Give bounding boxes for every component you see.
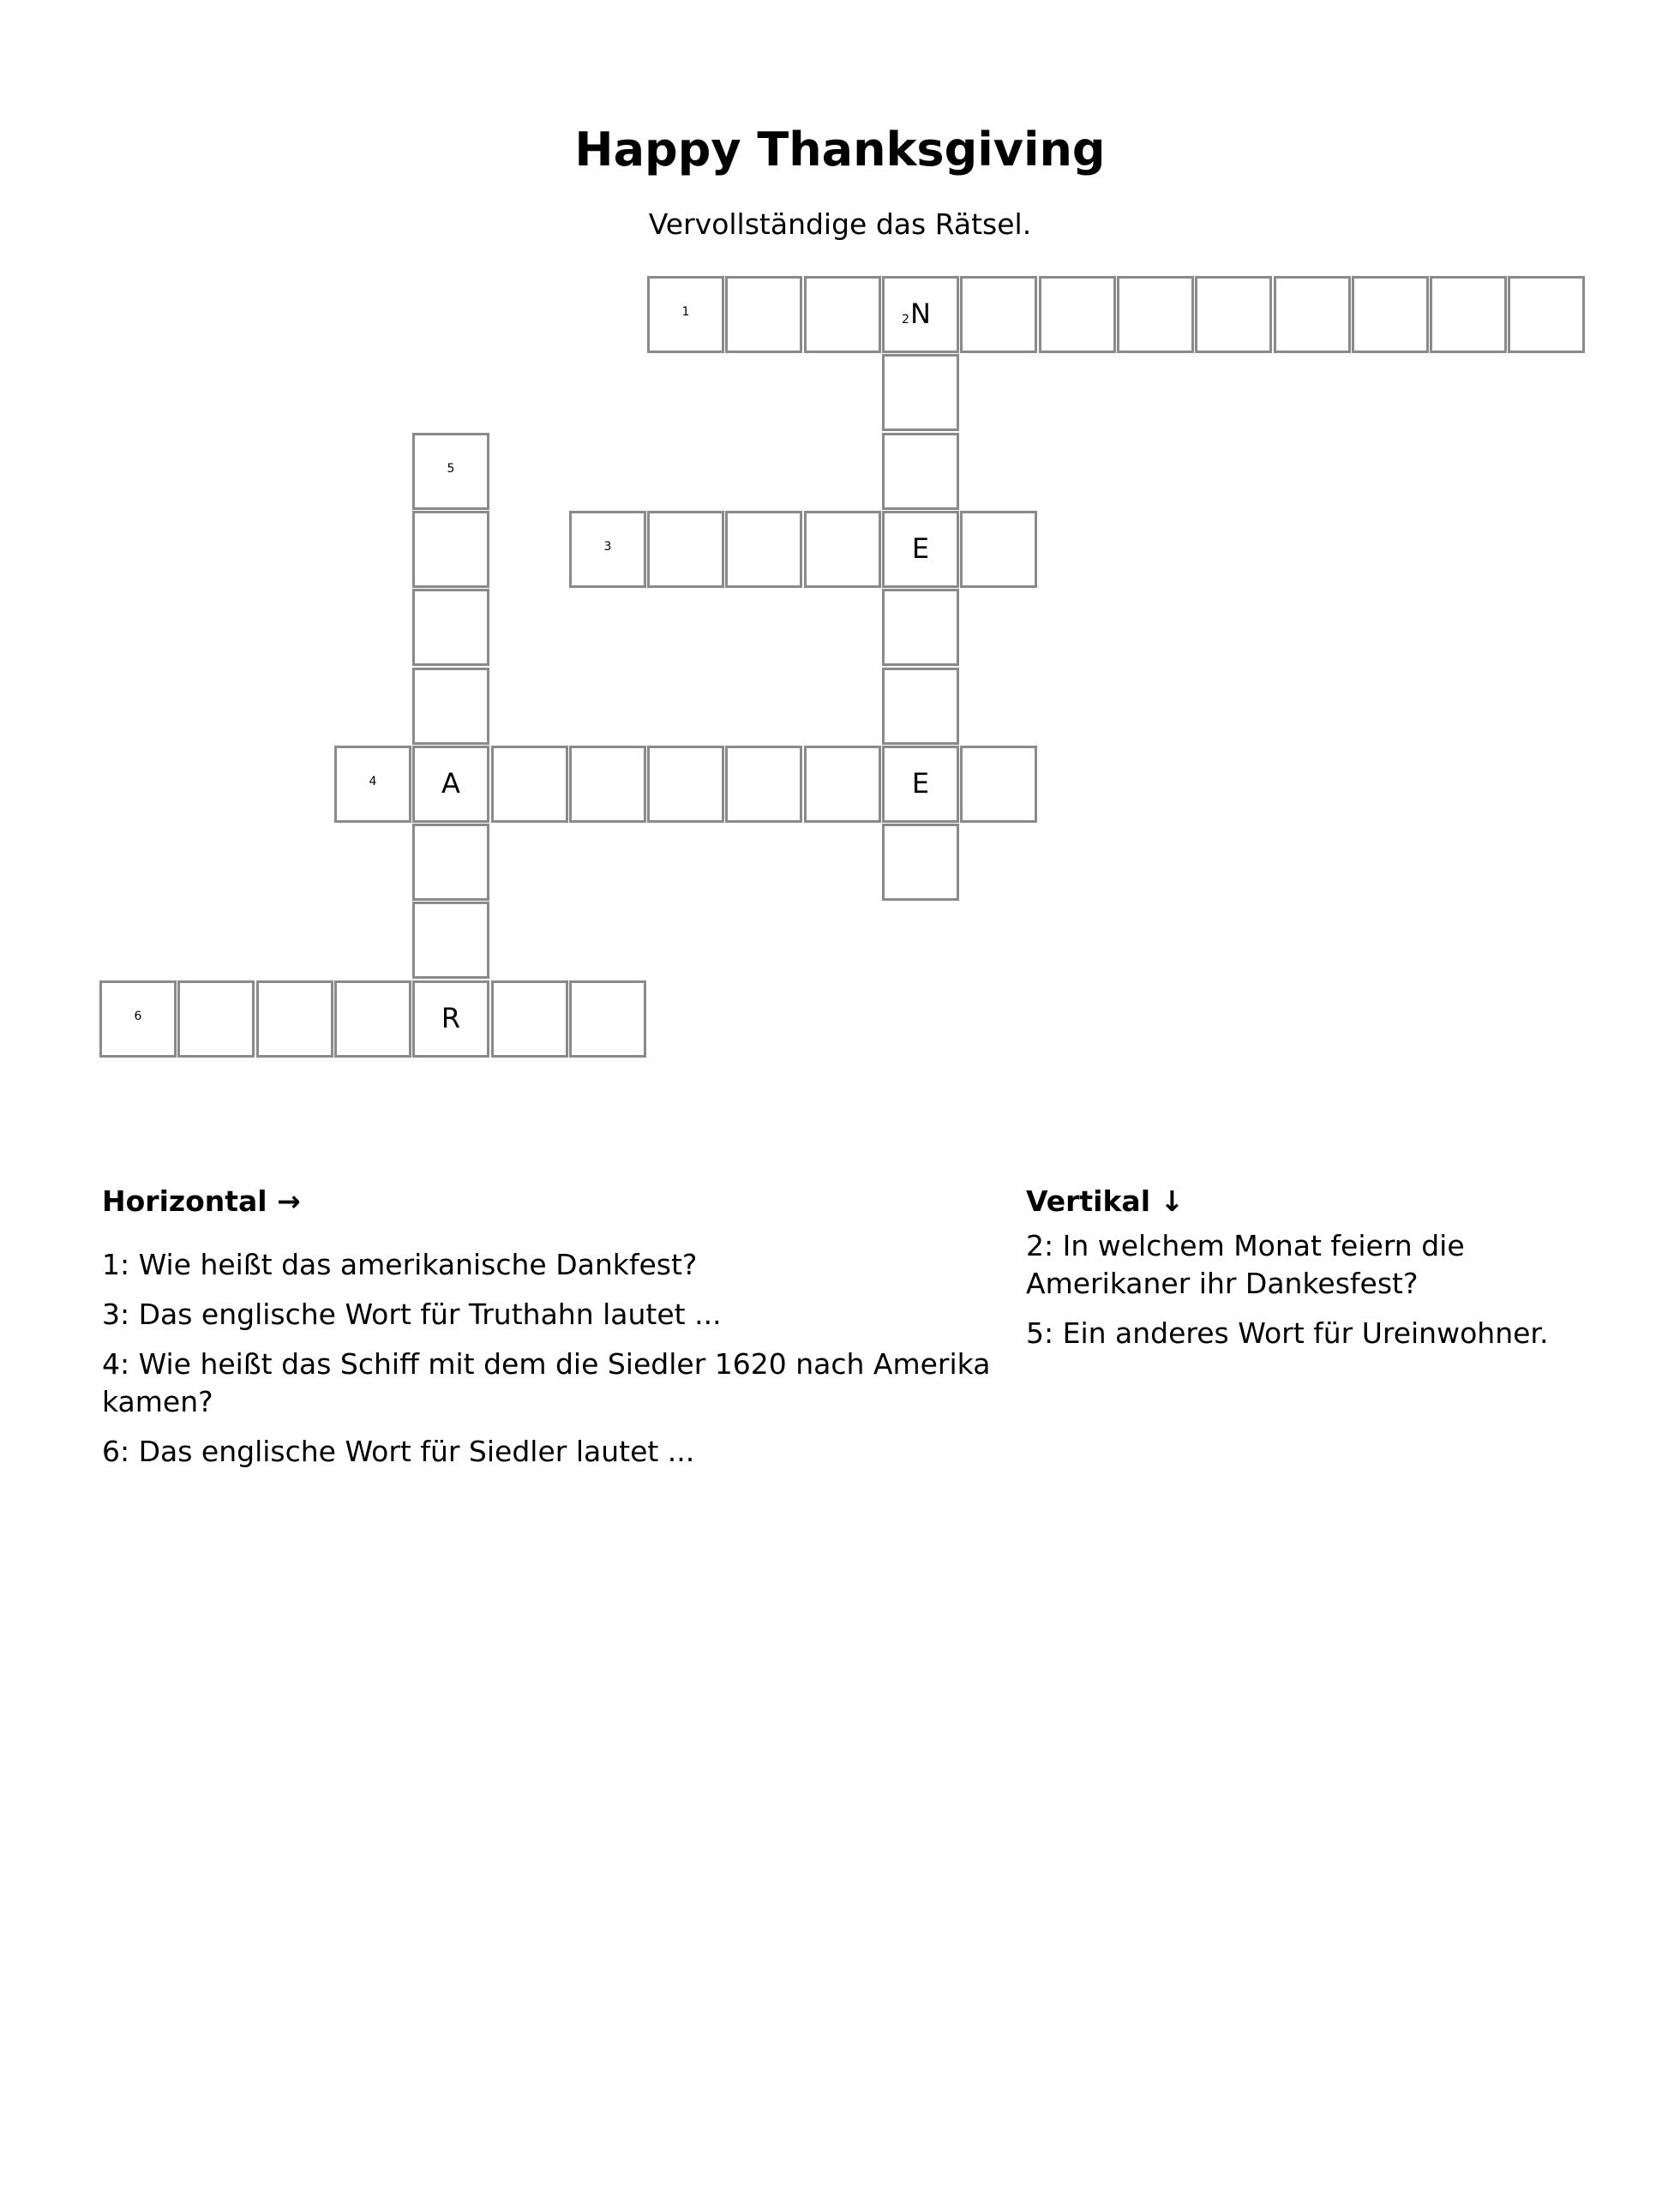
given-letter: E bbox=[911, 532, 930, 565]
crossword-cell[interactable] bbox=[725, 276, 802, 353]
crossword-cell[interactable] bbox=[960, 276, 1037, 353]
clue-number: 1 bbox=[681, 305, 690, 319]
crossword-cell[interactable] bbox=[1039, 276, 1116, 353]
given-letter: E bbox=[911, 767, 930, 800]
crossword-cell[interactable] bbox=[491, 980, 568, 1058]
crossword-cell[interactable] bbox=[882, 511, 959, 588]
crossword-cell[interactable] bbox=[647, 746, 724, 823]
crossword-cell[interactable] bbox=[647, 276, 724, 353]
clue-across-3: 3: Das englische Wort für Truthahn lautet ... bbox=[102, 1298, 722, 1331]
given-letter: A bbox=[441, 767, 460, 800]
crossword-cell[interactable] bbox=[882, 824, 959, 901]
horizontal-heading: Horizontal → bbox=[102, 1184, 301, 1218]
crossword-cell[interactable] bbox=[256, 980, 333, 1058]
crossword-cell[interactable] bbox=[804, 276, 881, 353]
clue-down-5: 5: Ein anderes Wort für Ureinwohner. bbox=[1026, 1316, 1549, 1350]
crossword-cell[interactable] bbox=[882, 668, 959, 745]
crossword-cell[interactable] bbox=[1430, 276, 1507, 353]
crossword-cell[interactable] bbox=[177, 980, 255, 1058]
clue-number: 4 bbox=[369, 775, 377, 788]
clue-across-4: 4: Wie heißt das Schiff mit dem die Siedler 1620 nach Amerika kamen? bbox=[102, 1347, 991, 1418]
crossword-cell[interactable] bbox=[569, 980, 646, 1058]
clue-number: 5 bbox=[447, 462, 455, 476]
crossword-cell[interactable] bbox=[804, 511, 881, 588]
given-letter: R bbox=[441, 1002, 461, 1034]
crossword-cell[interactable] bbox=[491, 746, 568, 823]
crossword-cell[interactable] bbox=[1195, 276, 1272, 353]
clue-number: 3 bbox=[603, 540, 612, 554]
clue-number: 6 bbox=[134, 1010, 142, 1023]
given-letter: N bbox=[910, 297, 931, 330]
crossword-cell[interactable] bbox=[334, 746, 411, 823]
page-title: Happy Thanksgiving bbox=[574, 123, 1106, 177]
crossword-cell[interactable] bbox=[882, 354, 959, 431]
crossword-cell[interactable] bbox=[725, 511, 802, 588]
crossword-cell[interactable] bbox=[1274, 276, 1351, 353]
crossword-cell[interactable] bbox=[960, 511, 1037, 588]
crossword-cell[interactable] bbox=[804, 746, 881, 823]
clue-across-1: 1: Wie heißt das amerikanische Dankfest? bbox=[102, 1248, 698, 1281]
clues-vertical bbox=[1026, 1183, 1609, 1364]
crossword-cell[interactable] bbox=[412, 746, 489, 823]
crossword-cell[interactable] bbox=[1508, 276, 1585, 353]
crossword-cell[interactable] bbox=[569, 511, 646, 588]
crossword-cell[interactable] bbox=[334, 980, 411, 1058]
crossword-cell[interactable] bbox=[882, 433, 959, 510]
crossword-cell[interactable] bbox=[882, 276, 959, 353]
crossword-cell[interactable] bbox=[1117, 276, 1194, 353]
crossword-cell[interactable] bbox=[412, 589, 489, 666]
crossword-cell[interactable] bbox=[412, 511, 489, 588]
crossword-cell[interactable] bbox=[99, 980, 177, 1058]
crossword-cell[interactable] bbox=[412, 902, 489, 979]
crossword-cell[interactable] bbox=[647, 511, 724, 588]
instructions: Vervollständige das Rätsel. bbox=[648, 207, 1032, 241]
vertical-heading: Vertikal ↓ bbox=[1026, 1184, 1185, 1218]
crossword-cell[interactable] bbox=[412, 668, 489, 745]
clue-down-2: 2: In welchem Monat feiern die Amerikaner ihr Dankesfest? bbox=[1026, 1229, 1465, 1300]
crossword-cell[interactable] bbox=[412, 824, 489, 901]
clue-number: 2 bbox=[902, 313, 909, 327]
crossword-cell[interactable] bbox=[882, 589, 959, 666]
crossword-cell[interactable] bbox=[960, 746, 1037, 823]
crossword-cell[interactable] bbox=[725, 746, 802, 823]
crossword-cell[interactable] bbox=[1352, 276, 1429, 353]
clue-across-6: 6: Das englische Wort für Siedler lautet ... bbox=[102, 1435, 695, 1468]
clues-horizontal bbox=[102, 1183, 1011, 1483]
crossword-cell[interactable] bbox=[412, 433, 489, 510]
crossword-cell[interactable] bbox=[569, 746, 646, 823]
crossword-cell[interactable] bbox=[412, 980, 489, 1058]
crossword-cell[interactable] bbox=[882, 746, 959, 823]
